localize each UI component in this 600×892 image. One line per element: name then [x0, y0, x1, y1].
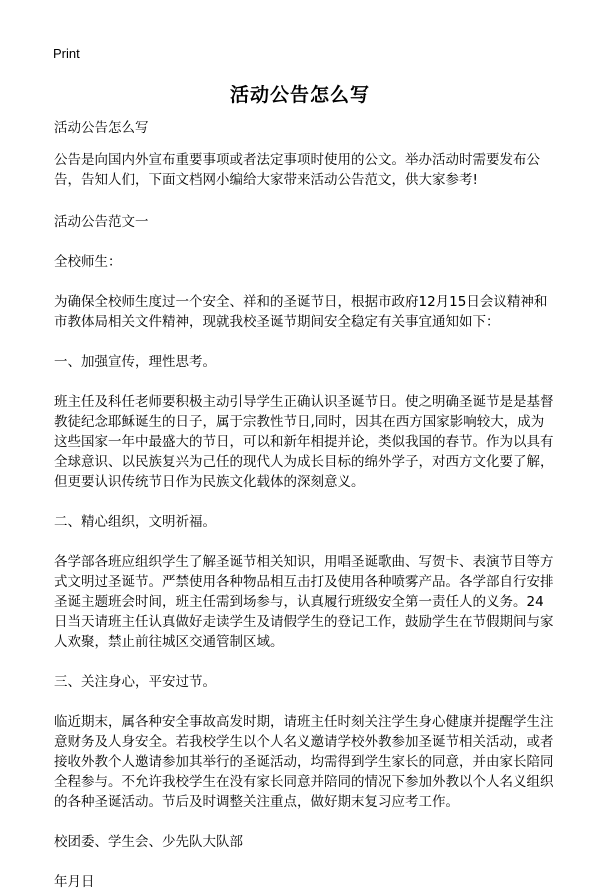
section-1-title: 一、加强宣传，理性思考。	[54, 354, 216, 370]
date-line: 年月日	[54, 874, 95, 890]
section-3-body: 临近期末，属各种安全事故高发时期，请班主任时刻关注学生身心健康并提醒学生注意财务及人身安全。若我校学生以个人名义邀请学校外教参加圣诞节相关活动，或者接收外教个人邀请参加其举行的圣诞活动，均需得到学生家长的同意，并由家长陪同全程参与。不允许我校学生在没有家长同意并陪同的情况下参加外教以个人名义组织的各种圣诞活动。节后及时调整关注重点，做好期末复习应考工作。	[54, 714, 554, 810]
document-subtitle: 活动公告怎么写	[54, 120, 149, 136]
section-1-body: 班主任及科任老师要积极主动引导学生正确认识圣诞节日。使之明确圣诞节是是基督教徒纪念耶稣诞生的日子，属于宗教性节日,同时，因其在西方国家影响较大，成为这些国家一年中最盛大的节日，可以和新年相提并论，类似我国的春节。作为以具有全球意识、以民族复兴为己任的现代人为成长目标的绵外学子，对西方文化要了解，但更要认识传统节日作为民族文化载体的深刻意义。	[54, 394, 554, 490]
signature: 校团委、学生会、少先队大队部	[54, 834, 243, 850]
greeting: 全校师生：	[54, 254, 122, 270]
section-2-title: 二、精心组织，文明祈福。	[54, 514, 216, 530]
section-2-body: 各学部各班应组织学生了解圣诞节相关知识，用唱圣诞歌曲、写贺卡、表演节目等方式文明过圣诞节。严禁使用各种物品相互击打及使用各种喷雾产品。各学部自行安排圣诞主题班会时间，班主任需到场参与，认真履行班级安全第一责任人的义务。24日当天请班主任认真做好走读学生及请假学生的登记工作，鼓励学生在节假期间与家人欢聚，禁止前往城区交通管制区域。	[54, 554, 554, 650]
print-link[interactable]: Print	[53, 46, 80, 61]
sample-heading: 活动公告范文一	[54, 214, 149, 230]
intro-paragraph: 公告是向国内外宣布重要事项或者法定事项时使用的公文。举办活动时需要发布公告，告知人们，下面文档网小编给大家带来活动公告范文，供大家参考!	[54, 152, 540, 188]
section-3-title: 三、关注身心，平安过节。	[54, 674, 216, 690]
document-title: 活动公告怎么写	[229, 84, 370, 106]
document-body	[54, 118, 554, 892]
opening-paragraph: 为确保全校师生度过一个安全、祥和的圣诞节日，根据市政府12月15日会议精神和市教体局相关文件精神，现就我校圣诞节期间安全稳定有关事宜通知如下：	[54, 294, 548, 330]
